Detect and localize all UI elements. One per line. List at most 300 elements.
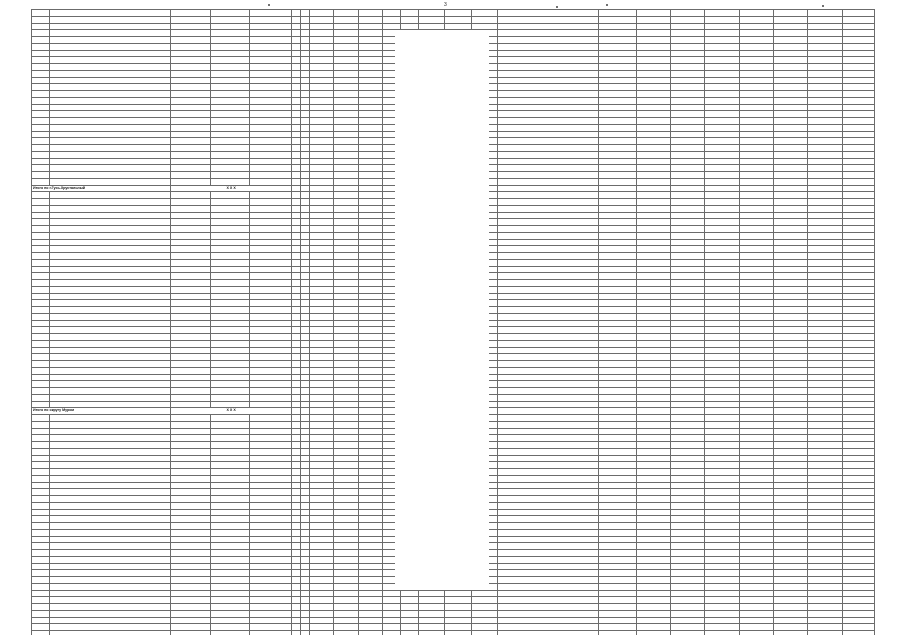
- table-cell: [334, 30, 358, 37]
- table-row: [32, 624, 875, 631]
- table-cell: [334, 442, 358, 449]
- table-cell: [808, 455, 842, 462]
- table-cell: [334, 178, 358, 185]
- table-cell: [808, 374, 842, 381]
- table-cell: [171, 64, 211, 71]
- table-cell: [598, 448, 636, 455]
- table-cell: [773, 631, 807, 636]
- table-cell: [32, 77, 50, 84]
- table-cell: [32, 178, 50, 185]
- table-cell: [773, 543, 807, 550]
- table-cell: [773, 381, 807, 388]
- table-cell: [211, 388, 249, 395]
- table-cell: [471, 597, 497, 604]
- table-cell: [334, 448, 358, 455]
- table-cell: [211, 16, 249, 23]
- table-cell: [598, 435, 636, 442]
- table-cell: [171, 91, 211, 98]
- table-cell: [301, 300, 310, 307]
- table-cell: [739, 523, 773, 530]
- table-cell: [249, 421, 291, 428]
- table-cell: [808, 415, 842, 422]
- table-cell: [808, 320, 842, 327]
- table-cell: [249, 354, 291, 361]
- table-cell: [334, 172, 358, 179]
- table-cell: [171, 151, 211, 158]
- table-cell: [739, 509, 773, 516]
- table-cell: [171, 583, 211, 590]
- table-cell: [636, 543, 670, 550]
- table-cell: [310, 448, 334, 455]
- table-cell: [739, 334, 773, 341]
- table-cell: [50, 124, 171, 131]
- table-cell: [445, 23, 471, 30]
- table-cell: [358, 496, 382, 503]
- table-cell: [211, 259, 249, 266]
- table-cell: [842, 415, 874, 422]
- table-cell: [334, 509, 358, 516]
- table-cell: [171, 381, 211, 388]
- table-cell: [32, 145, 50, 152]
- table-cell: [292, 219, 301, 226]
- table-cell: [32, 388, 50, 395]
- table-cell: [671, 131, 705, 138]
- table-cell: [497, 97, 598, 104]
- table-cell: [842, 219, 874, 226]
- table-cell: [358, 374, 382, 381]
- table-cell: [705, 253, 739, 260]
- table-cell: [334, 16, 358, 23]
- table-cell: [636, 205, 670, 212]
- table-cell: [636, 50, 670, 57]
- table-cell: [636, 124, 670, 131]
- table-cell: [598, 590, 636, 597]
- table-cell: [598, 367, 636, 374]
- table-cell: [32, 496, 50, 503]
- table-cell: [705, 145, 739, 152]
- table-cell: [171, 577, 211, 584]
- table-cell: [598, 617, 636, 624]
- table-cell: [310, 111, 334, 118]
- table-cell: [419, 624, 445, 631]
- table-cell: [334, 421, 358, 428]
- table-cell: [773, 205, 807, 212]
- table-cell: [705, 509, 739, 516]
- table-cell: [50, 428, 171, 435]
- table-cell: [739, 192, 773, 199]
- table-cell: [808, 118, 842, 125]
- table-cell: [842, 631, 874, 636]
- table-cell: [310, 118, 334, 125]
- table-cell: [292, 583, 301, 590]
- table-cell: [705, 428, 739, 435]
- table-cell: [334, 347, 358, 354]
- table-cell: [171, 104, 211, 111]
- table-cell: [773, 489, 807, 496]
- table-cell: [497, 590, 598, 597]
- table-cell: [671, 253, 705, 260]
- table-cell: [32, 118, 50, 125]
- table-cell: [671, 320, 705, 327]
- table-cell: [358, 408, 382, 415]
- table-cell: [636, 232, 670, 239]
- table-cell: [292, 327, 301, 334]
- table-cell: [292, 543, 301, 550]
- table-cell: [50, 570, 171, 577]
- table-cell: [671, 455, 705, 462]
- table-cell: [636, 273, 670, 280]
- table-cell: [773, 57, 807, 64]
- table-cell: [636, 509, 670, 516]
- table-cell: [32, 340, 50, 347]
- table-cell: [292, 529, 301, 536]
- table-cell: [636, 64, 670, 71]
- table-cell: [842, 455, 874, 462]
- table-cell: [171, 266, 211, 273]
- table-cell: [705, 158, 739, 165]
- table-cell: [808, 570, 842, 577]
- table-cell: [739, 617, 773, 624]
- table-cell: [310, 347, 334, 354]
- table-cell: [842, 536, 874, 543]
- table-cell: [773, 334, 807, 341]
- table-cell: [249, 70, 291, 77]
- table-cell: [739, 226, 773, 233]
- summary-caption: Итого по округу Муром: [32, 408, 171, 415]
- table-cell: [671, 226, 705, 233]
- table-cell: [636, 475, 670, 482]
- table-cell: [636, 313, 670, 320]
- table-cell: [739, 502, 773, 509]
- table-cell: [292, 10, 301, 17]
- table-cell: [171, 340, 211, 347]
- table-cell: [334, 543, 358, 550]
- table-cell: [249, 563, 291, 570]
- table-cell: [358, 293, 382, 300]
- table-cell: [705, 334, 739, 341]
- table-cell: [310, 10, 334, 17]
- table-cell: [292, 624, 301, 631]
- table-cell: [598, 354, 636, 361]
- table-cell: [334, 523, 358, 530]
- table-cell: [358, 219, 382, 226]
- table-cell: [249, 624, 291, 631]
- table-cell: [334, 57, 358, 64]
- table-cell: [358, 617, 382, 624]
- table-cell: [249, 91, 291, 98]
- table-cell: [171, 70, 211, 77]
- table-cell: [301, 529, 310, 536]
- table-cell: [310, 286, 334, 293]
- table-cell: [301, 172, 310, 179]
- table-cell: [705, 111, 739, 118]
- table-cell: [50, 70, 171, 77]
- table-cell: [249, 543, 291, 550]
- table-cell: [808, 496, 842, 503]
- table-cell: [636, 381, 670, 388]
- table-cell: [334, 327, 358, 334]
- table-cell: [773, 43, 807, 50]
- table-cell: [671, 124, 705, 131]
- table-cell: [32, 280, 50, 287]
- table-cell: [842, 138, 874, 145]
- table-cell: [292, 347, 301, 354]
- table-cell: [773, 145, 807, 152]
- table-cell: [32, 421, 50, 428]
- table-cell: [292, 239, 301, 246]
- table-cell: [292, 226, 301, 233]
- table-cell: [842, 496, 874, 503]
- table-cell: [671, 415, 705, 422]
- table-cell: [292, 50, 301, 57]
- table-cell: [739, 529, 773, 536]
- table-cell: [497, 178, 598, 185]
- table-cell: [739, 138, 773, 145]
- table-cell: [671, 300, 705, 307]
- table-cell: [598, 421, 636, 428]
- table-cell: [211, 442, 249, 449]
- table-cell: [382, 23, 400, 30]
- table-cell: [249, 50, 291, 57]
- table-cell: [497, 482, 598, 489]
- table-cell: [301, 469, 310, 476]
- table-cell: [842, 280, 874, 287]
- table-cell: [32, 91, 50, 98]
- table-cell: [773, 178, 807, 185]
- table-cell: [301, 199, 310, 206]
- table-cell: [334, 199, 358, 206]
- table-cell: [32, 334, 50, 341]
- table-cell: [636, 442, 670, 449]
- table-cell: [249, 428, 291, 435]
- table-cell: [445, 10, 471, 17]
- table-cell: [50, 536, 171, 543]
- table-cell: [211, 64, 249, 71]
- table-cell: [497, 374, 598, 381]
- table-cell: [739, 381, 773, 388]
- table-cell: [598, 273, 636, 280]
- table-cell: [211, 57, 249, 64]
- table-cell: [334, 205, 358, 212]
- table-cell: [171, 475, 211, 482]
- table-cell: [50, 523, 171, 530]
- table-cell: [808, 381, 842, 388]
- table-cell: [301, 610, 310, 617]
- table-cell: [636, 266, 670, 273]
- table-cell: [598, 408, 636, 415]
- table-cell: [32, 212, 50, 219]
- table-cell: [705, 475, 739, 482]
- table-cell: [497, 577, 598, 584]
- table-row: [32, 604, 875, 611]
- table-cell: [292, 448, 301, 455]
- table-cell: [671, 631, 705, 636]
- table-cell: [301, 286, 310, 293]
- table-cell: [211, 367, 249, 374]
- table-cell: [301, 43, 310, 50]
- table-cell: [739, 43, 773, 50]
- table-cell: [211, 536, 249, 543]
- table-cell: [358, 43, 382, 50]
- table-cell: [705, 550, 739, 557]
- table-cell: [773, 300, 807, 307]
- table-cell: [50, 455, 171, 462]
- table-cell: [358, 50, 382, 57]
- table-cell: [358, 556, 382, 563]
- table-cell: [310, 124, 334, 131]
- table-cell: [211, 334, 249, 341]
- table-cell: [171, 320, 211, 327]
- table-cell: [50, 556, 171, 563]
- table-cell: [301, 523, 310, 530]
- table-cell: [32, 23, 50, 30]
- table-cell: [842, 151, 874, 158]
- table-row: [32, 610, 875, 617]
- table-cell: [705, 523, 739, 530]
- table-cell: [773, 151, 807, 158]
- table-cell: [842, 428, 874, 435]
- table-cell: [705, 327, 739, 334]
- table-cell: [598, 604, 636, 611]
- table-cell: [301, 570, 310, 577]
- table-cell: [705, 577, 739, 584]
- table-cell: [636, 415, 670, 422]
- table-cell: [310, 320, 334, 327]
- table-cell: [842, 367, 874, 374]
- table-cell: [211, 212, 249, 219]
- table-cell: [32, 631, 50, 636]
- table-cell: [358, 489, 382, 496]
- table-cell: [292, 300, 301, 307]
- table-cell: [598, 226, 636, 233]
- table-cell: [301, 401, 310, 408]
- table-cell: [671, 536, 705, 543]
- table-cell: [50, 138, 171, 145]
- table-cell: [842, 421, 874, 428]
- table-cell: [301, 496, 310, 503]
- table-cell: [636, 590, 670, 597]
- table-cell: [50, 374, 171, 381]
- table-cell: [808, 327, 842, 334]
- table-cell: [32, 43, 50, 50]
- table-cell: [598, 415, 636, 422]
- table-cell: [739, 273, 773, 280]
- table-cell: [249, 165, 291, 172]
- table-cell: [636, 307, 670, 314]
- table-cell: [598, 145, 636, 152]
- table-cell: [739, 394, 773, 401]
- table-cell: [808, 462, 842, 469]
- table-cell: [671, 50, 705, 57]
- table-cell: [808, 516, 842, 523]
- table-cell: [445, 597, 471, 604]
- table-cell: [842, 232, 874, 239]
- table-cell: [301, 482, 310, 489]
- table-cell: [358, 30, 382, 37]
- table-cell: [598, 91, 636, 98]
- table-cell: [773, 37, 807, 44]
- table-cell: [705, 185, 739, 192]
- table-cell: [292, 550, 301, 557]
- table-cell: [497, 246, 598, 253]
- table-cell: [32, 104, 50, 111]
- table-cell: [171, 111, 211, 118]
- table-cell: [773, 50, 807, 57]
- table-cell: [171, 563, 211, 570]
- table-cell: [739, 496, 773, 503]
- table-cell: [358, 307, 382, 314]
- table-cell: [598, 77, 636, 84]
- table-cell: [598, 16, 636, 23]
- table-cell: [497, 307, 598, 314]
- table-cell: [334, 381, 358, 388]
- table-cell: [773, 475, 807, 482]
- table-cell: [211, 253, 249, 260]
- table-cell: [739, 347, 773, 354]
- table-cell: [249, 381, 291, 388]
- table-cell: [50, 165, 171, 172]
- table-cell: [739, 158, 773, 165]
- table-cell: [171, 50, 211, 57]
- table-cell: [705, 583, 739, 590]
- table-cell: [842, 577, 874, 584]
- table-cell: [497, 489, 598, 496]
- table-cell: [773, 462, 807, 469]
- table-cell: [249, 253, 291, 260]
- table-cell: [671, 523, 705, 530]
- table-cell: [842, 475, 874, 482]
- table-cell: [211, 516, 249, 523]
- table-cell: [32, 50, 50, 57]
- table-cell: [808, 590, 842, 597]
- table-cell: [773, 64, 807, 71]
- table-cell: [636, 77, 670, 84]
- table-cell: [249, 435, 291, 442]
- table-cell: [292, 597, 301, 604]
- table-cell: [292, 151, 301, 158]
- table-cell: [211, 70, 249, 77]
- table-cell: [598, 320, 636, 327]
- table-cell: [32, 57, 50, 64]
- table-cell: [842, 307, 874, 314]
- table-cell: [739, 64, 773, 71]
- table-cell: [497, 138, 598, 145]
- table-cell: [249, 16, 291, 23]
- table-cell: [292, 340, 301, 347]
- table-cell: [636, 340, 670, 347]
- table-cell: [292, 104, 301, 111]
- table-cell: [334, 185, 358, 192]
- table-cell: [301, 381, 310, 388]
- table-cell: [358, 172, 382, 179]
- table-cell: [598, 43, 636, 50]
- table-cell: [249, 205, 291, 212]
- table-cell: [497, 111, 598, 118]
- table-cell: [32, 300, 50, 307]
- table-cell: [773, 219, 807, 226]
- table-cell: [671, 509, 705, 516]
- table-cell: [50, 563, 171, 570]
- table-cell: [32, 583, 50, 590]
- table-cell: [211, 138, 249, 145]
- table-cell: [842, 212, 874, 219]
- table-cell: [739, 50, 773, 57]
- table-cell: [739, 610, 773, 617]
- table-cell: [249, 97, 291, 104]
- table-cell: [334, 536, 358, 543]
- table-cell: [50, 475, 171, 482]
- table-cell: [358, 205, 382, 212]
